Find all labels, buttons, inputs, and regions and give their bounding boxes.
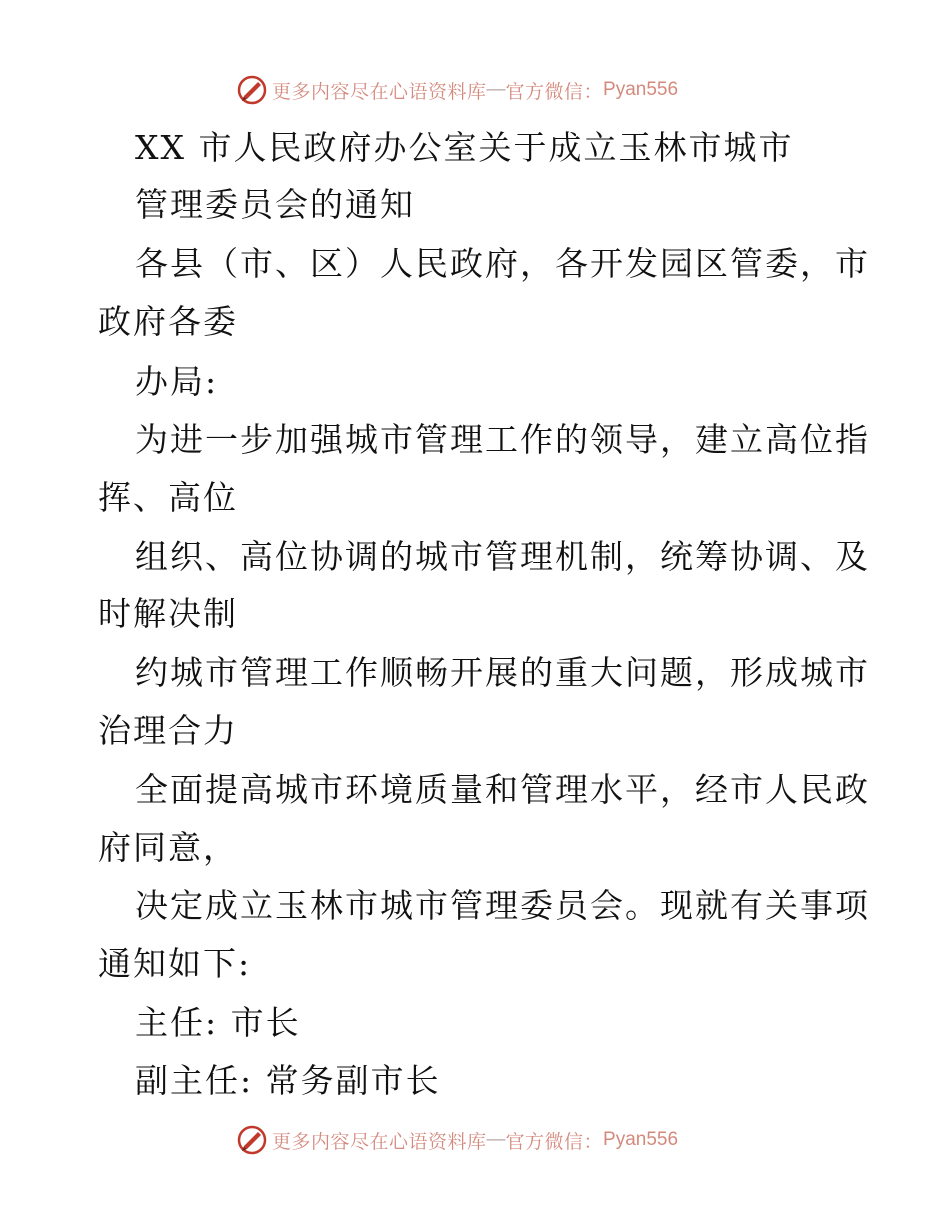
watermark-wechat-id: Pyan556 [603,79,679,100]
director-line: 主任: 市长 [135,1003,301,1042]
deputy-director-line: 副主任: 常务副市长 [135,1061,441,1100]
paragraph-5-line-2: 通知如下: [98,944,252,983]
watermark-promo-text: 更多内容尽在心语资料库 [272,1130,487,1153]
watermark-promo-text: 更多内容尽在心语资料库 [272,80,487,103]
header-watermark [236,73,678,107]
paragraph-1-line-1: 为进一步加强城市管理工作的领导，建立高位指 [135,420,870,459]
watermark-dash: — [486,1129,506,1150]
pen-logo-icon [236,1124,268,1156]
paragraph-4-line-2: 府同意， [98,828,238,867]
watermark-dash: — [486,79,506,100]
paragraph-4-line-1: 全面提高城市环境质量和管理水平，经市人民政 [135,770,870,809]
addressee-line-1: 各县（市、区）人民政府，各开发园区管委，市 [135,244,870,283]
watermark-wechat-label: 官方微信： [505,1130,604,1153]
paragraph-5-line-1: 决定成立玉林市城市管理委员会。现就有关事项 [135,886,870,925]
paragraph-2-line-2: 时解决制 [98,594,238,633]
pen-logo-icon [236,74,268,106]
watermark-wechat-id: Pyan556 [603,1129,679,1150]
paragraph-1-line-2: 挥、高位 [98,478,238,517]
addressee-line-2: 政府各委 [98,302,238,341]
paragraph-3-line-2: 治理合力 [98,711,238,750]
addressee-line-3: 办局: [135,362,219,401]
paragraph-2-line-1: 组织、高位协调的城市管理机制，统筹协调、及 [135,537,870,576]
paragraph-3-line-1: 约城市管理工作顺畅开展的重大问题，形成城市 [135,653,870,692]
document-title-line-1: XX 市人民政府办公室关于成立玉林市城市 [135,128,794,167]
footer-watermark [236,1123,678,1157]
watermark-wechat-label: 官方微信： [505,80,604,103]
document-title-line-2: 管理委员会的通知 [135,185,415,224]
